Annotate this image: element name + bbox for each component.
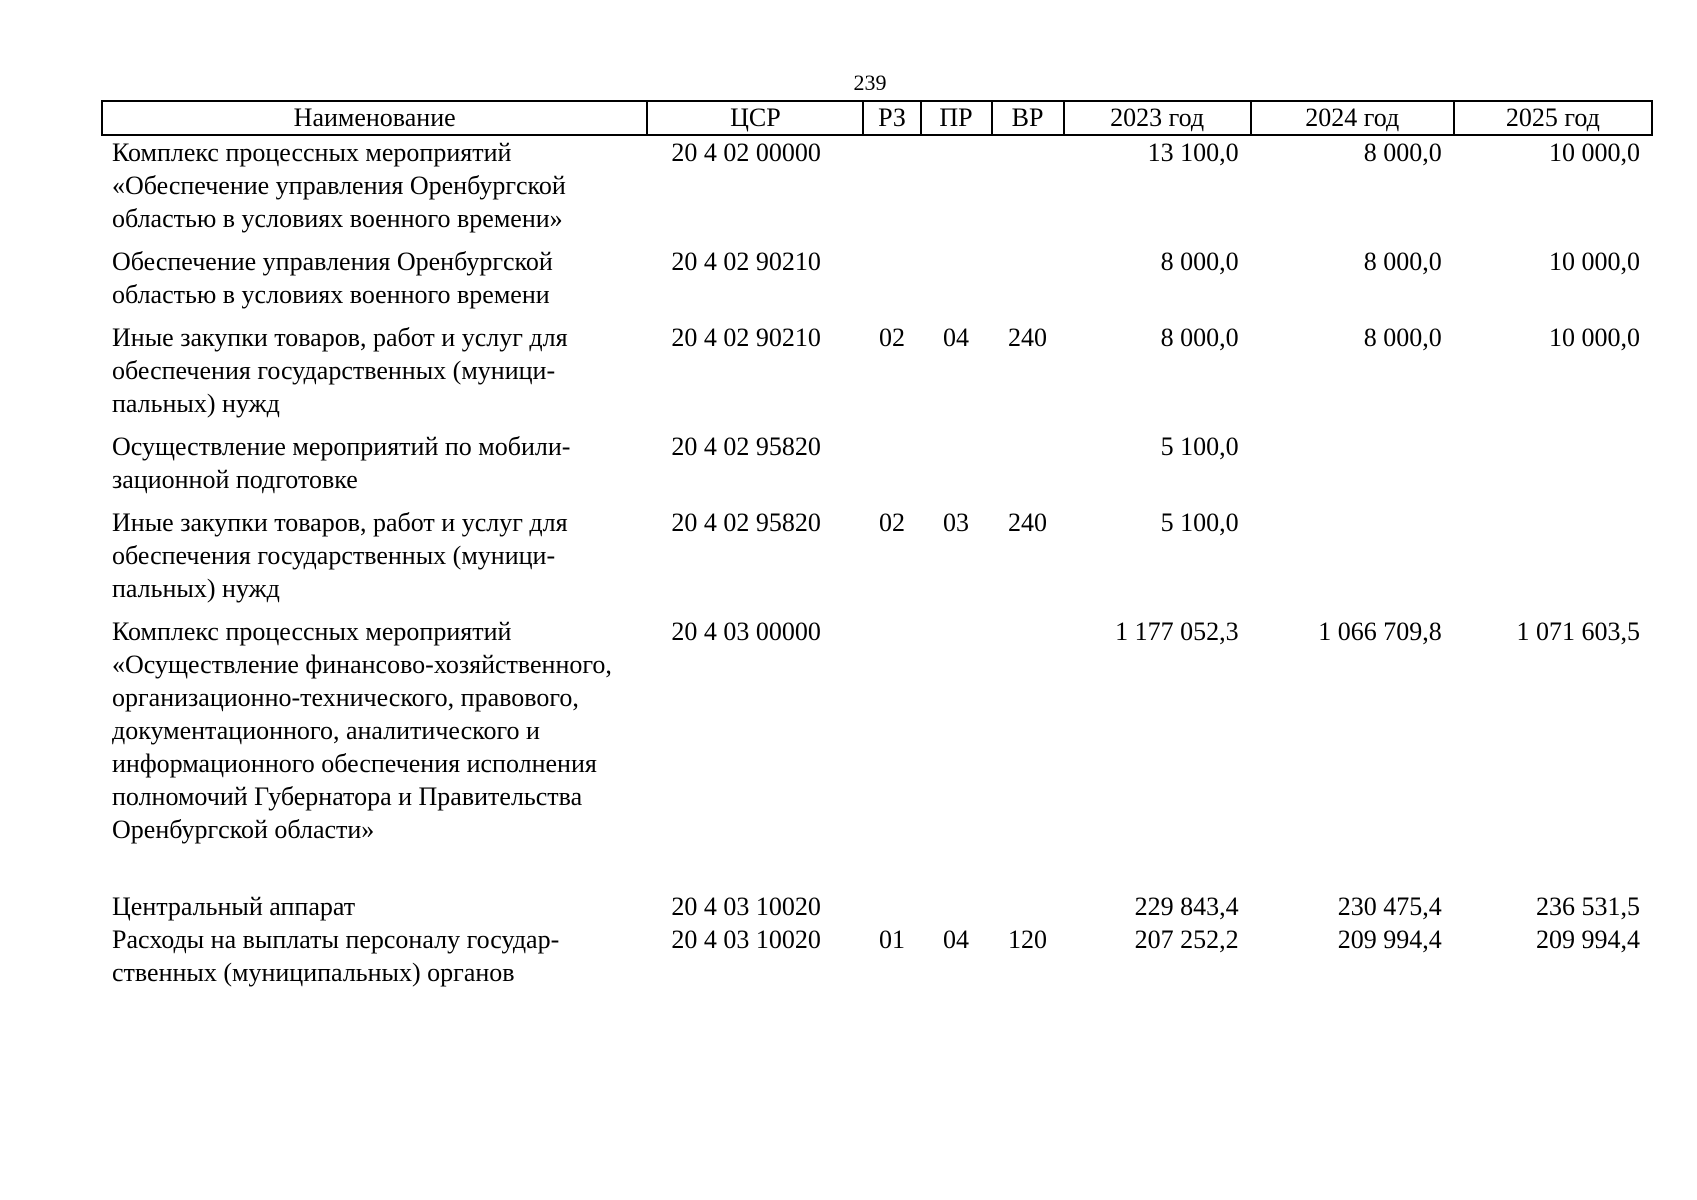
header-2023: 2023 год	[1064, 101, 1251, 135]
row-pr	[921, 245, 992, 321]
row-2025	[1454, 506, 1652, 615]
row-pr: 04	[943, 925, 970, 954]
table-row	[102, 135, 1652, 245]
header-pr: ПР	[921, 101, 992, 135]
row-2024: 230 475,4	[1337, 892, 1442, 921]
row-vr	[992, 245, 1064, 321]
row-csr: 20 4 02 00000	[671, 138, 821, 167]
row-2023: 5 100,0	[1160, 432, 1239, 461]
row-pr: 04	[943, 323, 970, 352]
header-2025: 2025 год	[1454, 101, 1652, 135]
row-name: Комплекс процессных мероприятий «Осуществление финансово-хозяйственного, организационно-технического, правового, документационного, аналитического и информационного обеспечения исполнения полномочий Губернатора и Правительства Оренбургской области»	[112, 617, 612, 844]
header-name: Наименование	[102, 101, 647, 135]
table-row	[102, 321, 1652, 430]
row-pr	[921, 890, 992, 923]
row-2023: 8 000,0	[1160, 247, 1239, 276]
table-row	[102, 923, 1652, 989]
table-row	[102, 245, 1652, 321]
row-2023: 8 000,0	[1160, 323, 1239, 352]
row-vr: 240	[1008, 323, 1048, 352]
row-2025: 236 531,5	[1536, 892, 1640, 921]
row-pr	[921, 430, 992, 506]
row-2023: 229 843,4	[1134, 892, 1239, 921]
row-rz	[863, 245, 920, 321]
row-rz	[863, 615, 920, 890]
row-name: Иные закупки товаров, работ и услуг для обеспечения государственных (муниципальных) нужд	[112, 323, 568, 418]
row-pr	[921, 615, 992, 890]
row-rz	[863, 430, 920, 506]
row-2025: 10 000,0	[1549, 247, 1640, 276]
row-csr: 20 4 03 10020	[671, 892, 821, 921]
row-2024: 8 000,0	[1363, 323, 1442, 352]
row-name: Комплекс процессных мероприятий «Обеспечение управления Оренбургской областью в условиях военного времени»	[112, 138, 566, 233]
row-csr: 20 4 03 00000	[671, 617, 821, 646]
row-2023: 5 100,0	[1160, 508, 1239, 537]
row-name: Центральный аппарат	[112, 892, 356, 921]
row-rz	[863, 135, 920, 245]
row-2024: 8 000,0	[1363, 247, 1442, 276]
row-pr	[921, 135, 992, 245]
row-vr	[992, 890, 1064, 923]
row-vr: 120	[1008, 925, 1048, 954]
row-2024: 209 994,4	[1337, 925, 1442, 954]
row-2025	[1454, 430, 1652, 506]
row-csr: 20 4 02 90210	[671, 323, 821, 352]
row-csr: 20 4 02 95820	[671, 432, 821, 461]
row-2023: 207 252,2	[1134, 925, 1239, 954]
row-name: Обеспечение управления Оренбургской областью в условиях военного времени	[112, 247, 553, 309]
row-2025: 10 000,0	[1549, 323, 1640, 352]
table-row	[102, 430, 1652, 506]
table-row	[102, 890, 1652, 923]
row-vr	[992, 615, 1064, 890]
header-vr: ВР	[992, 101, 1064, 135]
page-number: 239	[853, 70, 887, 95]
row-2024	[1251, 430, 1454, 506]
header-2024: 2024 год	[1251, 101, 1454, 135]
table-row	[102, 506, 1652, 615]
row-rz: 01	[878, 925, 905, 954]
row-vr	[992, 135, 1064, 245]
header-rz: РЗ	[863, 101, 920, 135]
table-header	[102, 101, 1652, 135]
row-csr: 20 4 02 90210	[671, 247, 821, 276]
row-csr: 20 4 02 95820	[671, 508, 821, 537]
row-2023: 1 177 052,3	[1115, 617, 1239, 646]
row-2023: 13 100,0	[1147, 138, 1239, 167]
row-2024: 8 000,0	[1363, 138, 1442, 167]
table-row	[102, 615, 1652, 890]
row-2024	[1251, 506, 1454, 615]
table-body	[102, 135, 1652, 989]
row-2025: 209 994,4	[1536, 925, 1640, 954]
row-2025: 1 071 603,5	[1516, 617, 1640, 646]
row-rz: 02	[878, 508, 905, 537]
budget-table	[101, 100, 1653, 989]
row-vr: 240	[1008, 508, 1048, 537]
row-2024: 1 066 709,8	[1318, 617, 1442, 646]
row-rz	[863, 890, 920, 923]
row-name: Иные закупки товаров, работ и услуг для обеспечения государственных (муниципальных) нужд	[112, 508, 568, 603]
row-csr: 20 4 03 10020	[671, 925, 821, 954]
row-rz: 02	[878, 323, 905, 352]
header-csr: ЦСР	[647, 101, 863, 135]
row-vr	[992, 430, 1064, 506]
row-2025: 10 000,0	[1549, 138, 1640, 167]
row-name: Осуществление мероприятий по мобилизационной подготовке	[112, 432, 571, 494]
row-pr: 03	[943, 508, 970, 537]
row-name: Расходы на выплаты персоналу государственных (муниципальных) органов	[112, 925, 560, 987]
